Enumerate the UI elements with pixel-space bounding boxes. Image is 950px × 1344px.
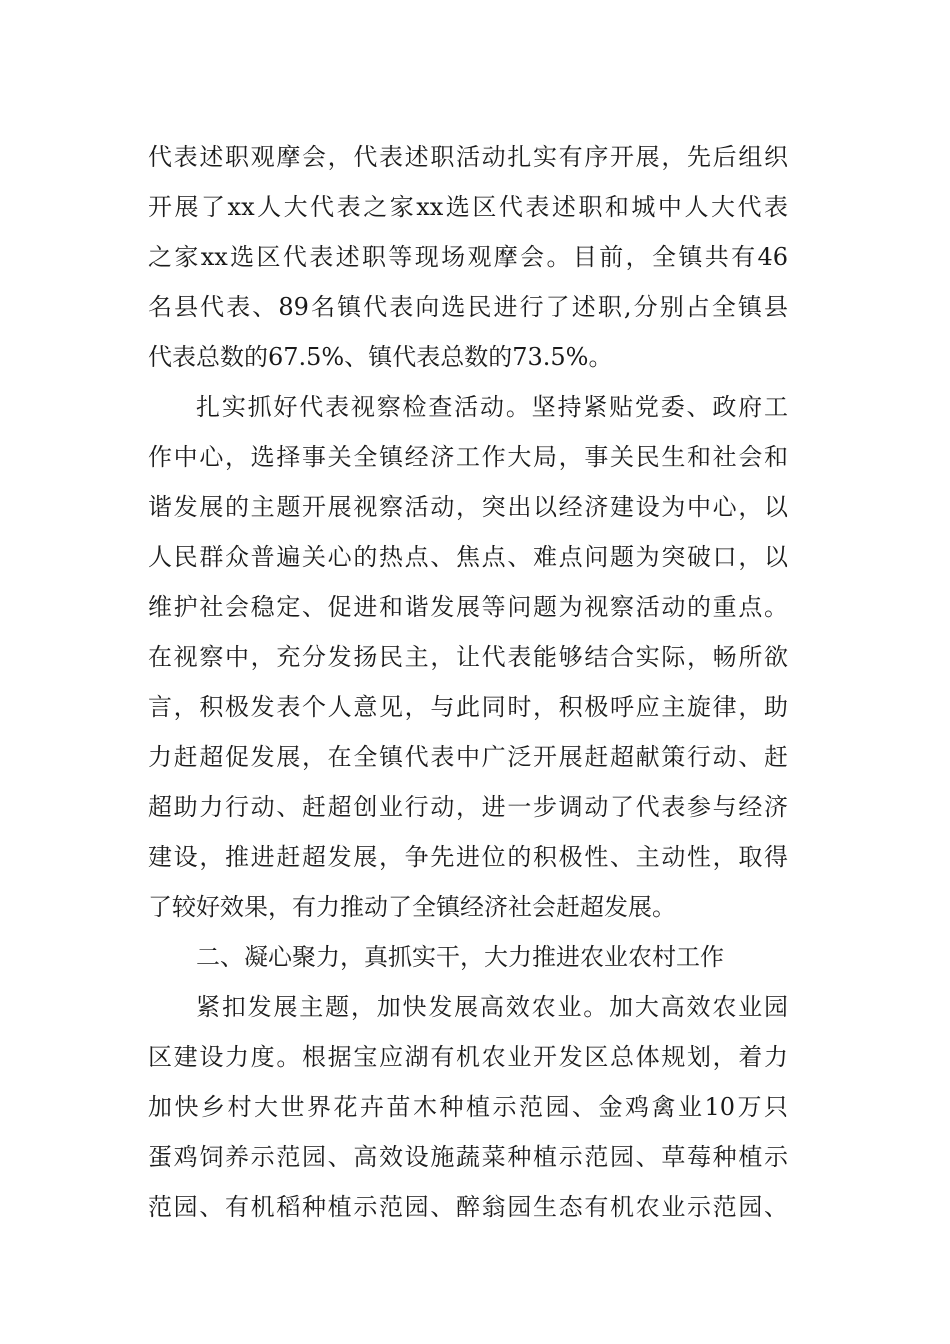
text-line: 维护社会稳定、促进和谐发展等问题为视察活动的重点。	[148, 593, 788, 621]
text-line: 言，积极发表个人意见，与此同时，积极呼应主旋律，助	[148, 693, 788, 721]
text-line: 加快乡村大世界花卉苗木种植示范园、金鸡禽业10万只	[148, 1093, 788, 1121]
text-line: 区建设力度。根据宝应湖有机农业开发区总体规划，着力	[148, 1043, 788, 1071]
text-line: 代表述职观摩会，代表述职活动扎实有序开展，先后组织	[148, 143, 788, 171]
text-line: 谐发展的主题开展视察活动，突出以经济建设为中心，以	[148, 493, 788, 521]
text-line: 之家xx选区代表述职等现场观摩会。目前，全镇共有46	[148, 243, 788, 271]
section-heading: 二、凝心聚力，真抓实干，大力推进农业农村工作	[196, 943, 724, 971]
text-line: 了较好效果，有力推动了全镇经济社会赶超发展。	[148, 893, 676, 921]
text-line: 范园、有机稻种植示范园、醉翁园生态有机农业示范园、	[148, 1193, 788, 1221]
text-line: 名县代表、89名镇代表向选民进行了述职,分别占全镇县	[148, 293, 788, 321]
text-line: 超助力行动、赶超创业行动，进一步调动了代表参与经济	[148, 793, 788, 821]
text-line: 建设，推进赶超发展，争先进位的积极性、主动性，取得	[148, 843, 788, 871]
document-body	[148, 132, 788, 1232]
text-line: 蛋鸡饲养示范园、高效设施蔬菜种植示范园、草莓种植示	[148, 1143, 788, 1171]
text-line: 人民群众普遍关心的热点、焦点、难点问题为突破口，以	[148, 543, 788, 571]
paragraph-first-line: 紧扣发展主题，加快发展高效农业。加大高效农业园	[196, 993, 788, 1021]
text-line: 代表总数的67.5%、镇代表总数的73.5%。	[148, 343, 613, 371]
text-line: 开展了xx人大代表之家xx选区代表述职和城中人大代表	[148, 193, 788, 221]
text-line: 作中心，选择事关全镇经济工作大局，事关民生和社会和	[148, 443, 788, 471]
text-line: 力赶超促发展，在全镇代表中广泛开展赶超献策行动、赶	[148, 743, 788, 771]
paragraph-first-line: 扎实抓好代表视察检查活动。坚持紧贴党委、政府工	[196, 393, 788, 421]
text-line: 在视察中，充分发扬民主，让代表能够结合实际，畅所欲	[148, 643, 788, 671]
